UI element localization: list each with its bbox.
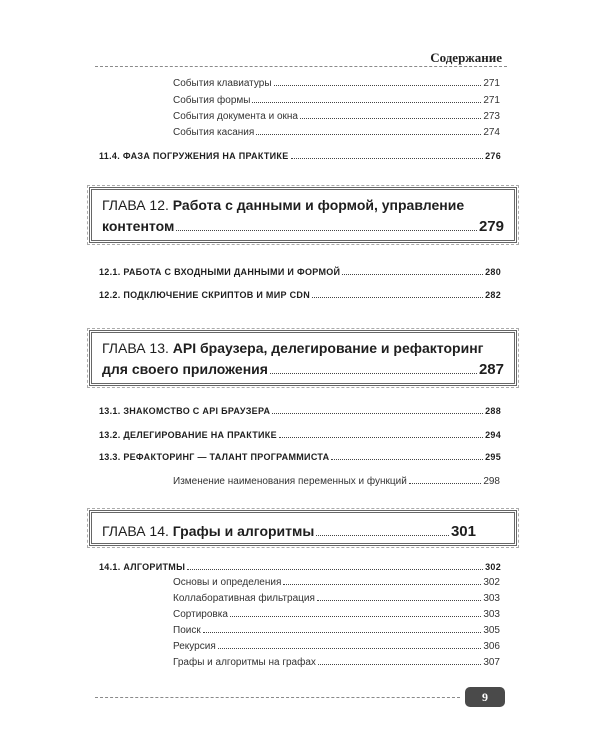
leader-dots: [312, 297, 483, 298]
toc-entry-page: 303: [483, 593, 500, 604]
toc-section-11-4[interactable]: [99, 151, 501, 162]
chapter-prefix: ГЛАВА 13.: [102, 340, 169, 356]
toc-section-14-1[interactable]: [99, 562, 501, 573]
toc-entry-page: 298: [483, 476, 500, 487]
leader-dots: [317, 600, 481, 601]
toc-section-page: 302: [485, 562, 501, 572]
toc-section-12-1[interactable]: [99, 267, 501, 278]
toc-section-label: 13.2. ДЕЛЕГИРОВАНИЕ НА ПРАКТИКЕ: [99, 430, 277, 440]
chapter-prefix: ГЛАВА 12.: [102, 197, 169, 213]
chapter-14-box[interactable]: [89, 510, 517, 546]
chapter-title-continued: контентом: [102, 218, 175, 234]
toc-entry-page: 302: [483, 577, 500, 588]
toc-entry-label: Коллаборативная фильтрация: [173, 593, 315, 604]
footer-divider: [95, 697, 460, 698]
leader-dots: [279, 437, 483, 438]
leader-dots: [409, 483, 481, 484]
toc-entry[interactable]: [173, 593, 500, 604]
toc-entry[interactable]: [173, 78, 500, 89]
page-header-title: Содержание: [430, 50, 502, 65]
toc-section-page: 288: [485, 406, 501, 416]
leader-dots: [203, 632, 482, 633]
chapter-page: 287: [478, 361, 504, 378]
toc-entry[interactable]: [173, 111, 500, 122]
toc-entry-label: Поиск: [173, 625, 201, 636]
toc-entry[interactable]: [173, 625, 500, 636]
toc-entry-label: Основы и определения: [173, 577, 282, 588]
toc-entry-page: 274: [483, 127, 500, 138]
chapter-title: API браузера, делегирование и рефакторинг: [172, 340, 484, 356]
leader-dots: [272, 413, 483, 414]
leader-dots: [316, 535, 449, 536]
toc-entry-page: 306: [483, 641, 500, 652]
toc-section-page: 280: [485, 267, 501, 277]
page-number-badge: 9: [465, 687, 505, 707]
toc-entry[interactable]: [173, 95, 500, 106]
toc-section-label: 13.1. ЗНАКОМСТВО С API БРАУЗЕРА: [99, 406, 271, 416]
toc-entry-label: Изменение наименования переменных и функций: [173, 476, 407, 487]
toc-entry-page: 273: [483, 111, 500, 122]
toc-section-page: 282: [485, 290, 501, 300]
toc-section-label: 11.4. ФАЗА ПОГРУЖЕНИЯ НА ПРАКТИКЕ: [99, 151, 289, 161]
toc-entry-label: Сортировка: [173, 609, 228, 620]
leader-dots: [230, 616, 481, 617]
chapter-title: Работа с данными и формой, управление: [172, 197, 465, 213]
leader-dots: [342, 274, 483, 275]
toc-entry-page: 307: [483, 657, 500, 668]
leader-dots: [318, 664, 481, 665]
leader-dots: [218, 648, 482, 649]
toc-section-label: 14.1. АЛГОРИТМЫ: [99, 562, 186, 572]
toc-section-page: 294: [485, 430, 501, 440]
toc-entry-label: Графы и алгоритмы на графах: [173, 657, 316, 668]
chapter-13-box[interactable]: [89, 330, 517, 386]
toc-entry[interactable]: [173, 476, 500, 487]
toc-section-page: 276: [485, 151, 501, 161]
toc-entry-page: 271: [483, 78, 500, 89]
leader-dots: [331, 459, 483, 460]
toc-section-13-3[interactable]: [99, 452, 501, 463]
toc-section-label: 12.1. РАБОТА С ВХОДНЫМИ ДАННЫМИ И ФОРМОЙ: [99, 267, 341, 277]
chapter-prefix: ГЛАВА 14.: [102, 523, 169, 539]
toc-entry-label: События документа и окна: [173, 111, 298, 122]
chapter-12-box[interactable]: [89, 187, 517, 243]
toc-entry[interactable]: [173, 577, 500, 588]
toc-entry-label: События формы: [173, 95, 251, 106]
toc-section-label: 13.3. РЕФАКТОРИНГ — ТАЛАНТ ПРОГРАММИСТА: [99, 452, 330, 462]
toc-entry[interactable]: [173, 127, 500, 138]
toc-entry[interactable]: [173, 641, 500, 652]
leader-dots: [187, 569, 483, 570]
toc-entry-label: События клавиатуры: [173, 78, 272, 89]
leader-dots: [252, 102, 481, 103]
toc-section-13-2[interactable]: [99, 430, 501, 441]
leader-dots: [270, 373, 477, 374]
leader-dots: [283, 584, 481, 585]
toc-entry-page: 303: [483, 609, 500, 620]
leader-dots: [274, 85, 482, 86]
chapter-title-continued: для своего приложения: [102, 361, 268, 377]
header-divider: [95, 66, 507, 67]
toc-entry-label: События касания: [173, 127, 255, 138]
toc-section-13-1[interactable]: [99, 406, 501, 417]
chapter-page: 301: [450, 523, 476, 540]
leader-dots: [176, 230, 477, 231]
chapter-title: Графы и алгоритмы: [172, 523, 315, 539]
toc-section-label: 12.2. ПОДКЛЮЧЕНИЕ СКРИПТОВ И МИР CDN: [99, 290, 310, 300]
chapter-page: 279: [478, 218, 504, 235]
toc-entry[interactable]: [173, 657, 500, 668]
leader-dots: [300, 118, 481, 119]
toc-entry-label: Рекурсия: [173, 641, 216, 652]
toc-entry-page: 305: [483, 625, 500, 636]
toc-section-12-2[interactable]: [99, 290, 501, 301]
toc-section-page: 295: [485, 452, 501, 462]
leader-dots: [256, 134, 481, 135]
toc-entry-page: 271: [483, 95, 500, 106]
toc-entry[interactable]: [173, 609, 500, 620]
leader-dots: [291, 158, 484, 159]
